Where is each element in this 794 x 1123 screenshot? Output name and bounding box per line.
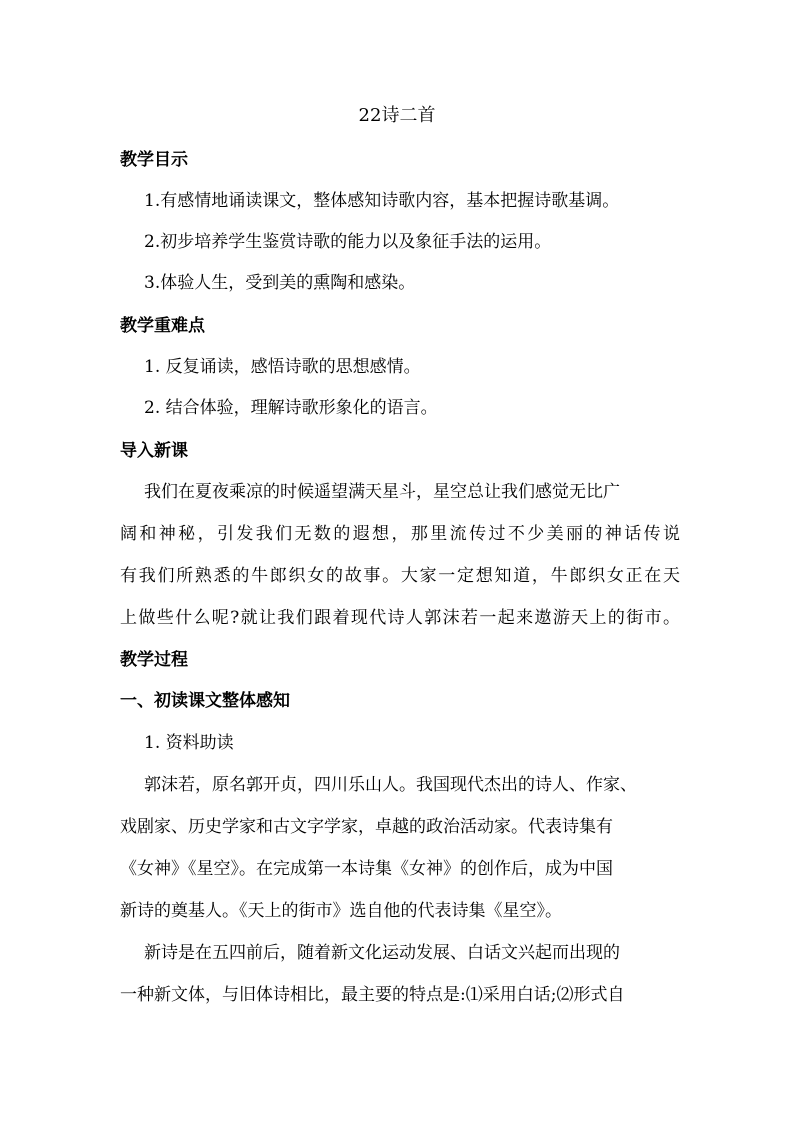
goal-item: 1.有感情地诵读课文，整体感知诗歌内容，基本把握诗歌基调。 [144, 191, 620, 211]
new-poem-paragraph-line: 一种新文体，与旧体诗相比，最主要的特点是:⑴采用白话;⑵形式自 [120, 985, 625, 1005]
bio-paragraph-line: 戏剧家、历史学家和古文字学家，卓越的政治活动家。代表诗集有 [120, 817, 613, 837]
new-poem-paragraph-line: 新诗是在五四前后，随着新文化运动发展、白话文兴起而出现的 [144, 943, 620, 963]
intro-paragraph-line: 我们在夏夜乘凉的时候遥望满天星斗，星空总让我们感觉无比广 [144, 482, 620, 502]
intro-paragraph-line: 上做些什么呢?就让我们跟着现代诗人郭沫若一起来遨游天上的街市。 [120, 608, 680, 628]
document-title: 22诗二首 [358, 105, 436, 126]
heading-teaching-goals: 教学目示 [120, 150, 188, 170]
bio-paragraph-line: 郭沫若，原名郭开贞，四川乐山人。我国现代杰出的诗人、作家、 [144, 775, 637, 795]
heading-teaching-process: 教学过程 [120, 650, 188, 670]
goal-item: 2.初步培养学生鉴赏诗歌的能力以及象征手法的运用。 [144, 232, 552, 252]
bio-paragraph-line: 《女神》《星空》。在完成第一本诗集《女神》的创作后，成为中国 [120, 859, 613, 879]
bio-paragraph-line: 新诗的奠基人。《天上的街市》选自他的代表诗集《星空》。 [120, 901, 562, 921]
heading-part-one: 一、初读课文整体感知 [120, 691, 290, 711]
heading-intro: 导入新课 [120, 441, 188, 461]
heading-key-points: 教学重难点 [120, 316, 205, 336]
key-point-item: 1. 反复诵读，感悟诗歌的思想感情。 [144, 357, 421, 377]
step-label: 1. 资料助读 [144, 733, 234, 753]
goal-item: 3.体验人生，受到美的熏陶和感染。 [144, 273, 416, 293]
intro-paragraph-line: 有我们所熟悉的牛郎织女的故事。大家一定想知道，牛郎织女正在天 [120, 566, 680, 586]
intro-paragraph-line: 阔和神秘，引发我们无数的遐想，那里流传过不少美丽的神话传说 [120, 524, 680, 544]
key-point-item: 2. 结合体验，理解诗歌形象化的语言。 [144, 398, 438, 418]
